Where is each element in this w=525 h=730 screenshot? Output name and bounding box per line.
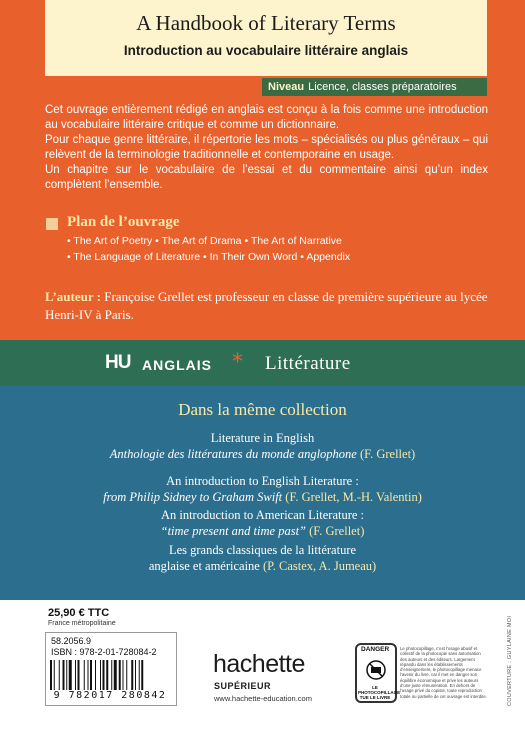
barcode-icon [48,660,172,690]
plan-item: The Art of Drama [161,235,242,247]
barcode-bar [63,660,65,690]
asterisk-icon: * [232,350,243,375]
level-label: Niveau [268,81,305,93]
level-badge [262,78,487,96]
product-code: 58.2056.9 [51,636,92,646]
plan-title: Plan de l’ouvrage [67,214,180,230]
related-book-subtitle: Anthologie des littératures du monde anglophone [109,447,357,461]
barcode-bar [90,660,92,690]
related-book [0,507,525,539]
cover-credit: COUVERTURE : GUYLAINE MOI [507,615,513,706]
barcode-bar [119,660,121,690]
collection-title: Dans la même collection [178,400,347,419]
title-box [45,0,487,76]
barcode-bar [66,660,67,690]
publisher-website: www.hachette-education.com [214,694,312,703]
related-book-subtitle: from Philip Sidney to Graham Swift [103,490,283,504]
barcode-bar [88,660,89,690]
level-value: Licence, classes préparatoires [308,81,457,93]
subject-label: ANGLAIS [142,357,212,373]
barcode-bar [84,660,85,690]
bullet-icon: • [155,235,159,247]
author-note [45,288,495,324]
description-paragraph: Pour chaque genre littéraire, il répertorie les mots – spécialisés ou plus généraux – qui relèvent de la terminologie traditionnelle et contemporaine en usage. [45,134,488,161]
barcode-bar [78,660,80,690]
plan-square-icon [46,218,58,230]
plan-list-line [67,235,342,247]
barcode-bar [75,660,76,690]
barcode-bar [106,660,108,690]
related-book-subtitle: anglaise et américaine [148,559,260,573]
plan-item: Appendix [306,251,351,263]
isbn: ISBN : 978-2-01-728084-2 [51,647,157,657]
barcode-bar [69,660,72,690]
barcode-bar [111,660,112,690]
related-book [0,542,525,574]
plan-item: The Art of Narrative [250,235,342,247]
barcode-bar [114,660,117,690]
barcode-bar [54,660,55,690]
legal-notice: Le photocopillage, c’est l’usage abusif et collectif de la photocopie sans autorisation des auteurs et des éditeurs. Largement répandu dans les établissements d’enseignement, le photocopillage menace l’avenir du livre, car il met en danger son équilibre économique et prive les auteurs d’une juste rémunération. En dehors de l’usage privé du copiste, toute reproduction totale ou partielle de cet ouvrage est interdite. [400,646,487,699]
barcode-bar [103,660,105,690]
plan-item: The Language of Literature [73,251,201,263]
related-book-authors: (F. Grellet) [309,524,365,538]
bullet-icon: • [300,251,304,263]
bullet-icon: • [67,251,71,263]
barcode-bar [126,660,127,690]
barcode-bar [141,660,143,690]
related-book-title: Literature in English [210,431,315,445]
barcode-bar [139,660,140,690]
description-paragraph: Cet ouvrage entièrement rédigé en anglais est conçu à la fois comme une introduction au vocabulaire littéraire critique et comme un dictionnaire. [45,104,488,131]
related-book-title: An introduction to English Literature : [166,474,359,488]
plan-item: The Art of Poetry [73,235,153,247]
barcode-bar [50,660,52,690]
related-book-subtitle: “time present and time past” [160,524,306,538]
description-paragraph: Un chapitre sur le vocabulaire de l’essai et du commentaire ainsi qu’un index complètent l’ensemble. [45,164,488,191]
bullet-icon: • [244,235,249,247]
related-book-authors: (F. Grellet, M.-H. Valentin) [285,490,422,504]
book-title: A Handbook of Literary Terms [136,11,396,35]
plan-item: In Their Own Word [209,251,298,263]
photocopy-slogan: LE PHOTOCOPILLAGE TUE LE LIVRE [358,685,401,700]
related-book-title: Les grands classiques de la littérature [168,543,357,557]
plan-list-line [67,251,350,263]
danger-label: DANGER [361,646,390,653]
related-book-title: An introduction to American Literature : [160,508,365,522]
publisher-imprint: SUPÉRIEUR [214,681,272,691]
price-note: France métropolitaine [48,620,116,627]
bullet-icon: • [67,235,71,247]
hu-logo: HU [105,352,131,373]
related-book-authors: (P. Castex, A. Jumeau) [263,559,377,573]
topic-label: Littérature [265,353,351,374]
collection-band [0,340,525,386]
barcode-bar [123,660,124,690]
related-book [0,473,525,505]
book-description [45,103,488,193]
publisher-logo: hachette [213,650,305,678]
price: 25,90 € TTC [48,607,110,619]
related-book-authors: (F. Grellet) [359,447,416,461]
barcode-bar [59,660,60,690]
bullet-icon: • [203,251,207,263]
barcode-bar [135,660,136,690]
barcode-bar [100,660,101,690]
barcode-bar [95,660,96,690]
barcode-bar [131,660,133,690]
author-text: Françoise Grellet est professeur en classe de première supérieure au lycée Henri-IV à Paris. [45,289,488,322]
barcode-digits: 9 782017 280842 [53,690,167,701]
author-label: L’auteur : [45,289,101,304]
related-book [0,430,525,462]
book-subtitle: Introduction au vocabulaire littéraire anglais [123,43,409,58]
